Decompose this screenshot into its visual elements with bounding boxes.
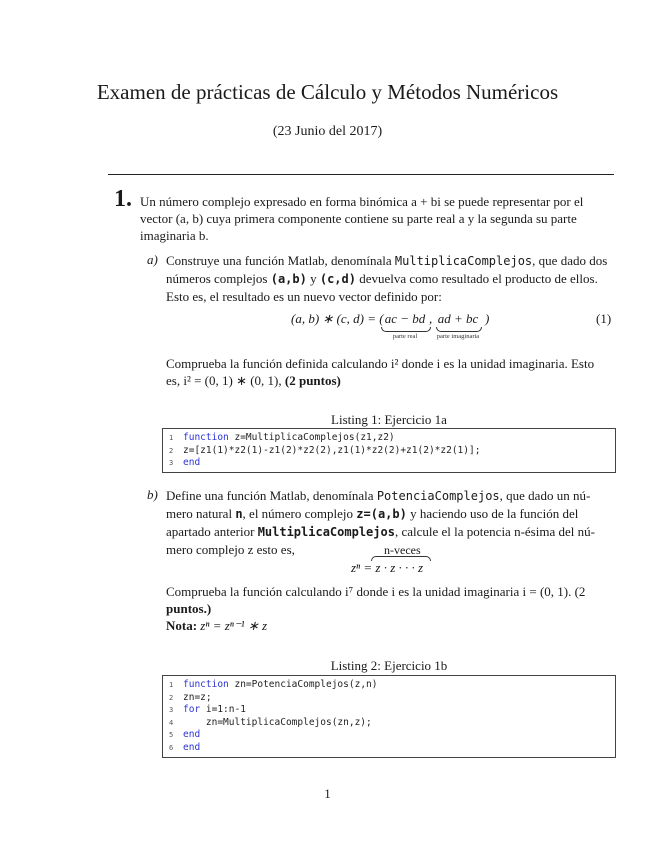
function-ref-multiplica: MultiplicaComplejos: [257, 525, 395, 539]
part-b-note: Nota: zⁿ = zⁿ⁻¹ ∗ z: [166, 618, 268, 633]
part-b-line-1: Define una función Matlab, denomínala PotenciaComplejos, que dado un nú-: [166, 488, 591, 503]
function-name-potencia: PotenciaComplejos: [376, 489, 500, 503]
code-text: z=[z1(1)*z2(1)-z1(2)*z2(2),z1(1)*z2(2)+z1(2)*z2(1)];: [183, 444, 481, 456]
line-number: 2: [169, 446, 174, 455]
imag-part-label: parte imaginaria: [436, 333, 480, 340]
equation-number: (1): [596, 311, 612, 326]
line-number: 1: [169, 681, 174, 689]
part-a-check-line-1: Comprueba la función definida calculando i² donde i es la unidad imaginaria. Esto: [166, 356, 595, 371]
underbrace-imag: [436, 327, 482, 332]
equation-imag-part: ad + bc: [437, 311, 479, 326]
power-formula: zⁿ = z · z · · · z: [351, 560, 424, 575]
function-name-multiplica: MultiplicaComplejos: [394, 254, 533, 268]
header-divider: [108, 174, 614, 175]
document-title: Examen de prácticas de Cálculo y Métodos Numéricos: [96, 80, 559, 104]
equation-real-part: ac − bd: [384, 311, 426, 326]
code-text: i=1:n-1: [200, 704, 246, 715]
code-keyword: end: [183, 729, 201, 740]
line-number: 5: [169, 731, 174, 739]
code-line: [169, 445, 615, 458]
code-line: [169, 457, 615, 470]
code-keyword: end: [183, 457, 201, 468]
code-keyword: end: [183, 741, 201, 753]
part-b-check-line-1: Comprueba la función calculando i⁷ donde i es la unidad imaginaria i = (0, 1). (2: [166, 584, 586, 599]
listing-2: [162, 675, 616, 758]
arg-ab: (a,b): [270, 272, 307, 286]
code-line: [169, 704, 615, 717]
code-text: zn=PotenciaComplejos(z,n): [228, 679, 378, 690]
code-text: z=MultiplicaComplejos(z1,z2): [228, 432, 395, 443]
line-number: 2: [169, 693, 174, 702]
part-b-check: [166, 583, 615, 634]
code-line: [169, 692, 615, 705]
code-line: [169, 432, 615, 445]
code-line: [169, 717, 615, 730]
var-z: z=(a,b): [356, 507, 407, 521]
line-number: 1: [169, 434, 174, 442]
part-a-line-3: Esto es, el resultado es un nuevo vector definido por:: [166, 289, 442, 304]
real-part-label: parte real: [392, 333, 418, 340]
document-date: (23 Junio del 2017): [272, 124, 383, 139]
code-keyword: function: [183, 679, 229, 690]
question-number: 1.: [114, 186, 132, 212]
code-text: zn=MultiplicaComplejos(zn,z);: [183, 716, 372, 728]
part-a-label: a): [147, 252, 158, 267]
code-text: zn=z;: [183, 691, 212, 703]
page-number: 1: [324, 786, 331, 801]
intro-line-3: imaginaria b.: [140, 228, 209, 243]
code-line: [169, 679, 615, 692]
part-a-points: (2 puntos): [284, 373, 341, 388]
listing-1-caption: Listing 1: Ejercicio 1a: [331, 412, 447, 427]
code-line: [169, 729, 615, 742]
part-a-check: [166, 355, 615, 389]
question-intro: [140, 193, 615, 244]
intro-line-1: Un número complejo expresado en forma binómica a + bi se puede representar por el: [140, 194, 584, 209]
listing-1-code: [163, 429, 615, 470]
listing-1: [162, 428, 616, 473]
part-b-line-3: apartado anterior MultiplicaComplejos, calcule el la potencia n-ésima del nú-: [166, 524, 595, 539]
part-b-line-2: mero natural n, el número complejo z=(a,b) y haciendo uso de la función del: [166, 506, 579, 521]
var-n: n: [235, 507, 243, 521]
code-keyword: for: [183, 704, 201, 715]
part-b-line-4: mero complejo z esto es,: [166, 542, 295, 557]
part-a-check-line-2: es, i² = (0, 1) ∗ (0, 1), (2 puntos): [166, 373, 341, 388]
line-number: 3: [169, 706, 174, 714]
listing-2-caption: Listing 2: Ejercicio 1b: [330, 658, 448, 673]
code-line: [169, 742, 615, 755]
code-keyword: function: [183, 432, 229, 443]
part-b-check-line-2: puntos.): [166, 601, 212, 616]
part-a-line-2: números complejos (a,b) y (c,d) devuelva como resultado el producto de ellos.: [166, 271, 598, 286]
part-a-text: [166, 252, 615, 305]
part-a-line-1: Construye una función Matlab, denomínala MultiplicaComplejos, que dado dos: [166, 253, 608, 268]
underbrace-real: [381, 327, 431, 332]
formula-overbrace-label: n-veces: [384, 543, 421, 557]
equation-close: ): [485, 311, 490, 326]
listing-2-code: [163, 676, 615, 754]
line-number: 4: [169, 718, 174, 727]
equation-1-lhs: (a, b) ∗ (c, d) = (: [291, 311, 384, 326]
line-number: 3: [169, 459, 174, 467]
intro-line-2: vector (a, b) cuya primera componente contiene su parte real a y la segunda su parte: [140, 211, 577, 226]
equation-comma: ,: [429, 311, 433, 326]
arg-cd: (c,d): [319, 272, 356, 286]
line-number: 6: [169, 743, 174, 752]
part-b-label: b): [147, 487, 158, 502]
